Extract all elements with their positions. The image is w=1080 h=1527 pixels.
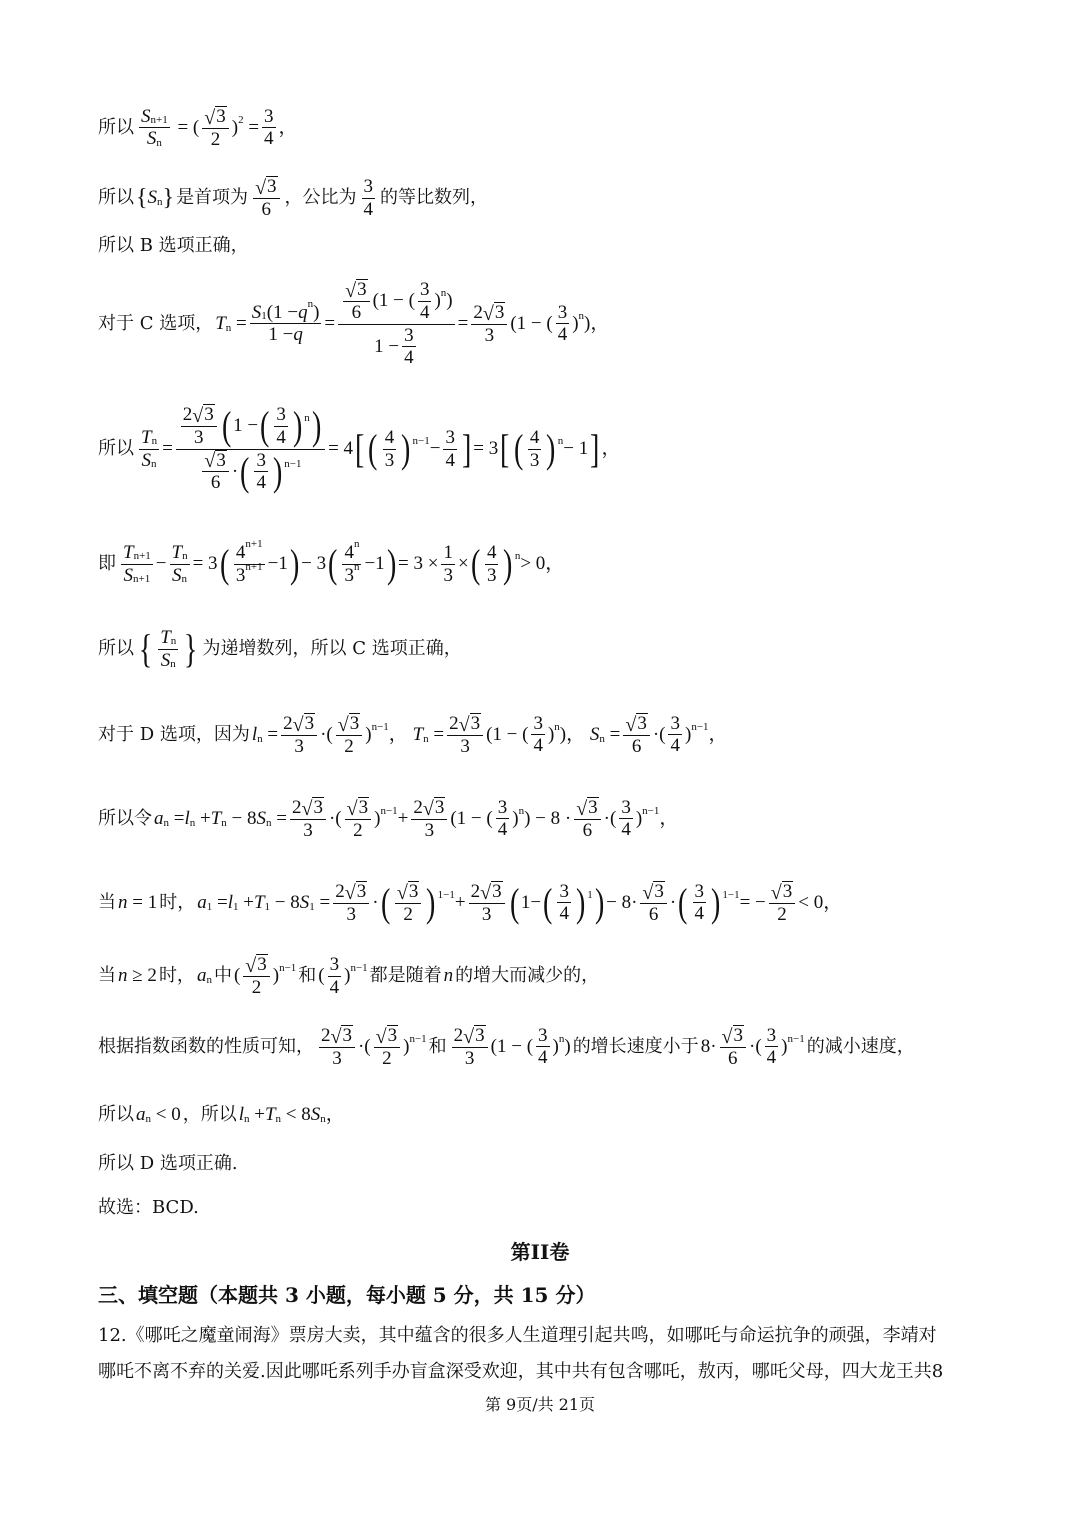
formula: S $_{n+1}$ S $_n$ = ( √ 3 2 ) $^2$ = $\frac{3}{4}$ ， [141,105,298,150]
section-title: 第II卷 [510,1240,570,1264]
math-line-5: 所以 T $_n$ S $_n$ = 2 √ 3 3 ( 1 − ( $\frac{3}{4}$ ) $^n$ ) √ 3 6 · ( $\frac{3}{4}$ ) $^{n-1}$ = 4 [ ( $\frac{4}{3}$ ) $^{n-1}$ − $\frac{3}{4}$ ] = 3 [ ( $\frac{4}{3}$ ) $^n$ − 1 ] ， [98,403,621,494]
problem-12-line-2: 哪吒不离不弃的关爱.因此哪吒系列手办盲盒深受欢迎，其中共有包含哪吒，敖丙，哪吒父母，四大龙王共8 [98,1361,944,1382]
math-line-13: 所以 a $_n$ < 0 ，所以 l $_n$ + T $_n$ < 8 S $_n$ ， [98,1104,345,1125]
math-line-7: 所以 { T $_n$ S $_n$ } 为递增数列，所以 C 选项正确， [98,626,462,671]
math-line-9: 所以令 a $_n$ = l $_n$ + T $_n$ − 8 S $_n$ = 2 √ 3 3 ·( √ 3 2 ) $^{n-1}$ + 2 √ 3 3 (1 − ( $\frac{3}{4}$ ) $^n$ ) − 8 · √ 3 6 ·( $\frac{3}{4}$ ) $^{n-1}$ ， [98,796,679,841]
problem-12 [98,1318,994,1390]
problem-12-line-1: 12.《哪吒之魔童闹海》票房大卖，其中蕴含的很多人生道理引起共鸣，如哪吒与命运抗争的顽强，李靖对 [98,1325,937,1346]
page-footer: 第 9页/共 21页 [484,1395,596,1414]
text-line-14: 所以 D 选项正确. [98,1153,238,1174]
math-line-10: 当 n = 1 时， a $_1$ = l $_1$ + T $_1$ − 8 S $_1$ = 2 √ 3 3 · ( √ 3 2 ) $^{1-1}$ + 2 √ 3 3 ( 1− ( $\frac{3}{4}$ ) $^1$ ) − 8· √ 3 6 · ( $\frac{3}{4}$ ) $^{1-1}$ = − √ 3 2 < 0， [98,879,843,925]
math-line-4: 对于 C 选项， T $_n$ = S $_1$ (1 − q $^n$ ) 1 − q = √ 3 6 (1 − ( $\frac{3}{4}$ ) $^n$ ) 1 − $\frac{3}{4}$ = 2 √ 3 3 (1 − ( $\frac{3}{4}$ ) $^n$ )， [98,278,610,369]
math-line-11: 当 n ≥ 2 时， a $_n$ 中 ( √ 3 2 ) $^{n-1}$ 和 ( $\frac{3}{4}$ ) $^{n-1}$ 都是随着 n 的增大而减少的， [98,953,600,998]
math-line-6: 即 T $_{n+1}$ S $_{n+1}$ − T $_n$ S $_n$ = 3 ( 4 $^{n+1}$ 3 $^{n+1}$ −1 ) − 3 ( 4 $^n$ 3 $^n$ −1 ) = 3 × $\frac{1}{3}$ × ( $\frac{4}{3}$ ) $^n$ > 0， [98,538,565,586]
text-line-3: 所以 B 选项正确， [98,235,249,256]
math-line-2: 所以 { S $_n$ } 是首项为 √ 3 6 ，公比为 $\frac{3}{4}$ 的等比数列， [98,175,489,220]
math-line-8: 对于 D 选项，因为 l $_n$ = 2 √ 3 3 ·( √ 3 2 ) $^{n-1}$ ， T $_n$ = 2 √ 3 3 (1 − ( $\frac{3}{4}$ ) $^n$ )， S $_n$ = √ 3 6 ·( $\frac{3}{4}$ ) $^{n-1}$ ， [98,712,728,757]
math-line-1: 所以 S $_{n+1}$ S $_n$ = ( √ 3 2 ) $^2$ = $\frac{3}{4}$ ， [98,105,298,150]
section-heading: 三、填空题（本题共 3 小题，每小题 5 分，共 15 分） [98,1283,596,1307]
math-line-12: 根据指数函数的性质可知， 2 √ 3 3 ·( √ 3 2 ) $^{n-1}$ 和 2 √ 3 3 (1 − ( $\frac{3}{4}$ ) $^n$ ) 的增长速度小于 8· √ 3 6 ·( $\frac{3}{4}$ ) $^{n-1}$ 的减小速度， [98,1024,915,1069]
text-line-15: 故选：BCD. [98,1197,199,1218]
